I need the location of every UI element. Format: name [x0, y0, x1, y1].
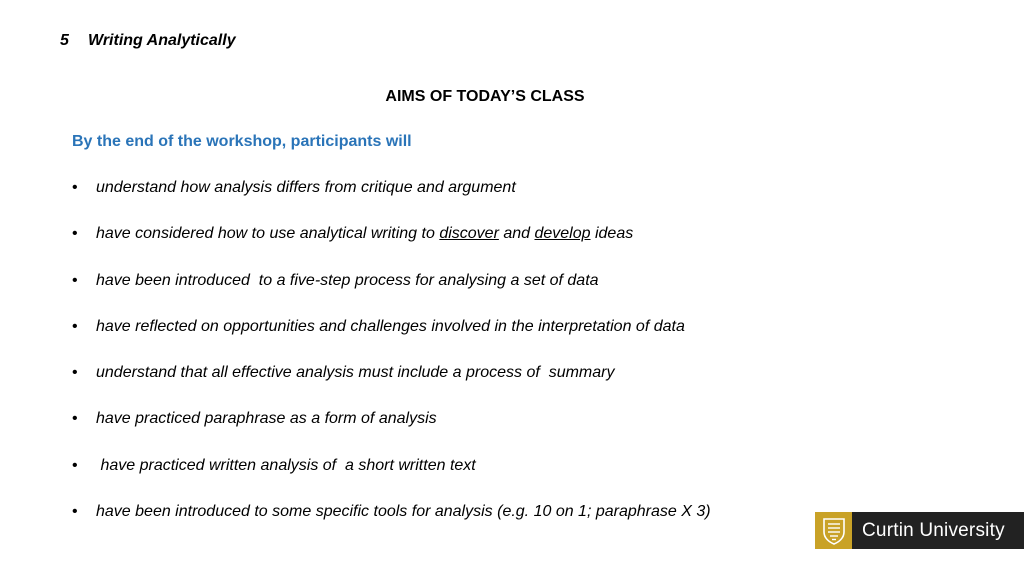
bullet-text: have been introduced to a five-step process for analysing a set of data: [96, 271, 599, 289]
bullet-icon: •: [72, 410, 78, 428]
aims-list: [72, 179, 711, 549]
bullet-icon: •: [72, 271, 78, 289]
bullet-text: have reflected on opportunities and challenges involved in the interpretation of data: [96, 317, 685, 335]
logo-text: Curtin University: [862, 519, 1005, 541]
bullet-text: [96, 225, 633, 243]
list-item: [72, 410, 437, 456]
bullet-text: have practiced written analysis of a short written text: [96, 456, 476, 474]
bullet-icon: •: [72, 317, 78, 335]
bullet-text: have practiced paraphrase as a form of analysis: [96, 410, 437, 428]
bullet-text: understand that all effective analysis must include a process of summary: [96, 364, 615, 382]
section-title: Writing Analytically: [88, 32, 236, 49]
section-number: 5: [60, 32, 69, 49]
section-heading: [60, 32, 236, 50]
intro-text: By the end of the workshop, participants will: [72, 133, 412, 150]
curtin-shield-icon: [815, 512, 852, 549]
list-item: [72, 225, 634, 271]
aims-title: AIMS OF TODAY’S CLASS: [385, 88, 585, 105]
list-item: [72, 317, 685, 364]
bullet-icon: •: [72, 456, 78, 474]
bullet-text-part: ideas: [590, 225, 634, 243]
list-item: [72, 456, 476, 503]
underlined-word-develop: develop: [534, 225, 591, 243]
bullet-text-part: and: [498, 225, 535, 243]
bullet-text: have been introduced to some specific tools for analysis (e.g. 10 on 1; paraphrase X 3): [96, 503, 711, 521]
curtin-logo: [815, 512, 1024, 549]
bullet-text-part: have considered how to use analytical writing to: [96, 225, 440, 243]
underlined-word-discover: discover: [439, 225, 499, 243]
bullet-icon: •: [72, 364, 78, 382]
list-item: [72, 179, 516, 225]
bullet-icon: •: [72, 503, 78, 521]
bullet-icon: •: [72, 179, 78, 196]
list-item: [72, 503, 711, 549]
bullet-icon: •: [72, 225, 78, 243]
list-item: [72, 364, 615, 410]
bullet-text: understand how analysis differs from critique and argument: [96, 179, 516, 196]
list-item: [72, 271, 599, 318]
